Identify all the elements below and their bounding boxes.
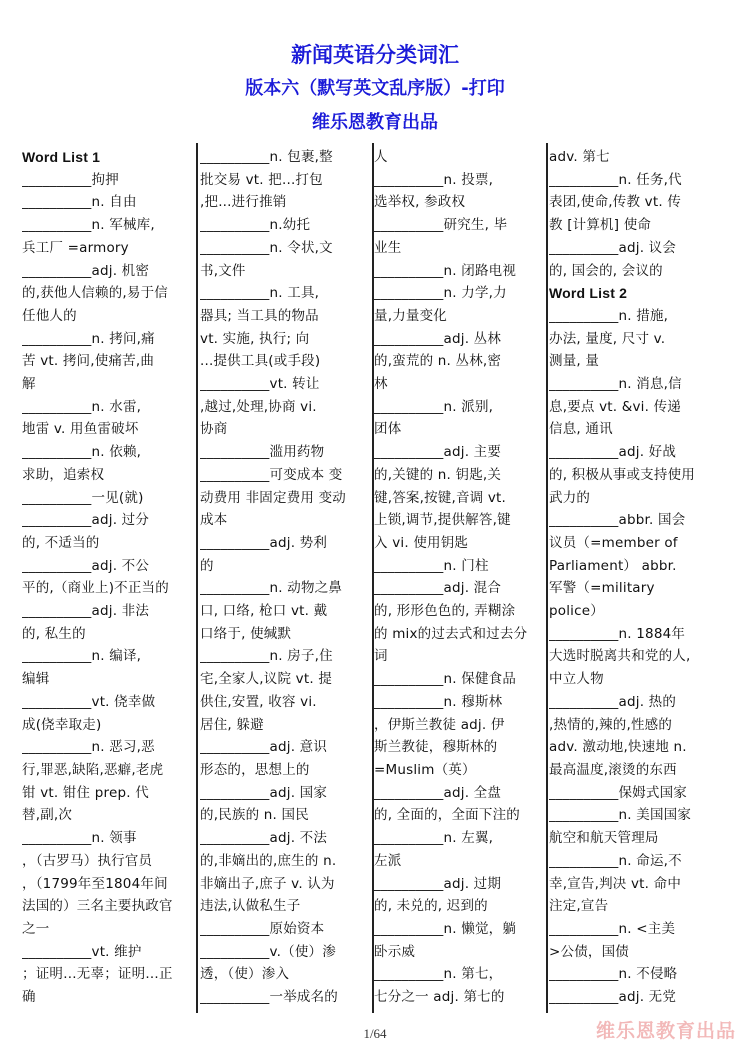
vocab-line: __________adj. 势利 [200,534,328,551]
vocab-line: 兵工厂 =armory [22,239,129,256]
vocab-line: 中立人物 [549,671,604,688]
word-list-heading: Word List 2 [549,285,628,302]
vocab-line: 办法, 量度, 尺寸 v. [549,330,666,347]
vocab-line: 键,答案,按键,音调 vt. [374,489,507,506]
vocab-line: 人 [374,149,388,165]
vocab-line: 求助，追索权 [22,466,105,483]
vocab-line: 入 vi. 使用钥匙 [374,534,469,551]
vocab-line: ；证明…无辜；证明…正 [22,966,173,983]
vocab-line: __________n. 军械库, [22,217,155,234]
vocab-line: __________adj. 过期 [374,875,502,892]
vocab-line: Parliament） abbr. [549,557,677,574]
vocab-line: __________vt. 转让 [200,376,320,393]
vocab-line: 确 [22,989,36,1006]
vocab-line: 平的,（商业上)不正当的 [22,580,169,597]
vocab-line: __________adj. 议会 [549,239,677,256]
column-divider [546,143,548,1013]
vocab-line: 的, 国会的, 会议的 [549,262,663,279]
vocab-line: __________adj. 机密 [22,262,150,279]
vocab-line: 的,民族的 n. 国民 [200,807,309,824]
vocab-line: 的,获他人信赖的,易于信 [22,285,168,302]
vocab-line: 左派 [374,852,402,869]
vocab-line: __________n.幼托 [200,217,311,234]
vocab-line: __________adj. 好战 [549,444,677,461]
vocab-line: 行,罪恶,缺陷,恶癖,老虎 [22,761,164,778]
vocab-line: 居住, 躲避 [200,716,264,733]
vocab-line: 幸,宣告,判决 vt. 命中 [549,875,682,892]
vocab-line: 信息, 通讯 [549,421,613,438]
vocab-line: ，（古罗马）执行官员 [22,852,153,869]
vocab-line: 协商 [200,421,228,438]
vocab-line: __________一举成名的 [200,989,338,1006]
vocab-line: __________n. 工具, [200,285,320,302]
vocab-line: 的, 积极从事或支持使用 [549,466,695,483]
vocab-line: __________可变成本 变 [200,466,343,483]
vocab-line: 成本 [200,512,228,529]
document-header [0,40,750,138]
vocab-line: __________n. 门柱 [374,557,489,574]
vocab-line: __________n. 不侵略 [549,966,678,983]
vocab-line: 的 [200,557,214,574]
document-publisher: 维乐恩教育出品 [312,112,438,133]
vocab-line: __________一见(就) [22,489,144,506]
vocab-line: __________n. 水雷, [22,398,142,415]
vocab-line: __________adj. 热的 [549,693,677,710]
column-2 [200,143,370,1013]
document-subtitle: 版本六（默写英文乱序版）-打印 [245,78,505,99]
vocab-line: 违法,认做私生子 [200,898,301,915]
vocab-line: 的, 形形色色的, 弄糊涂 [374,603,516,620]
vocab-line: __________n. 动物之鼻 [200,580,343,597]
vocab-line: police） [549,603,604,620]
vocab-line: 的, 不适当的 [22,534,100,551]
vocab-line: __________n. 懒觉，躺 [374,920,517,937]
vocab-line: 词 [374,648,388,665]
vocab-line: __________n. 措施, [549,307,669,324]
word-list-columns [22,143,730,1013]
vocab-line: __________adj. 国家 [200,784,328,801]
vocab-line: __________adj. 不公 [22,557,150,574]
vocab-line: __________n. 拷问,痛 [22,330,155,347]
vocab-line: __________adj. 意识 [200,739,328,756]
vocab-line: __________n. 命运,不 [549,852,682,869]
vocab-line: __________n. 左翼, [374,830,494,847]
vocab-line: __________n. 令状,文 [200,239,333,256]
vocab-line: 军警（=military [549,580,655,597]
vocab-line: __________n. 恶习,恶 [22,739,155,756]
vocab-line: 的,蛮荒的 n. 丛林,密 [374,353,502,370]
vocab-line: 的, 未兑的, 迟到的 [374,898,488,915]
vocab-line: __________n. 1884年 [549,625,686,642]
column-3 [374,143,544,1013]
vocab-line: ,热情的,辣的,性感的 [549,716,673,733]
vocab-line: ，（1799年至1804年间 [22,875,168,892]
vocab-line: 地雷 v. 用鱼雷破坏 [22,421,139,438]
vocab-line: __________n. 力学,力 [374,285,507,302]
column-divider [196,143,198,1013]
vocab-line: __________abbr. 国会 [549,512,686,529]
vocab-line: __________adj. 非法 [22,603,150,620]
vocab-line: __________研究生, 毕 [374,217,508,234]
vocab-line: __________adj. 混合 [374,580,502,597]
vocab-line: 的, 私生的 [22,625,86,642]
vocab-line: __________保姆式国家 [549,784,687,801]
vocab-line: 非嫡出子,庶子 v. 认为 [200,875,335,892]
document-title: 新闻英语分类词汇 [291,43,459,67]
vocab-line: __________n. 包裹,整 [200,149,333,165]
vocab-line: 钳 vt. 钳住 prep. 代 [22,784,149,801]
vocab-line: __________n. 第七， [374,966,503,983]
vocab-line: __________n. 消息,信 [549,376,682,393]
vocab-line: 量,力量变化 [374,307,447,324]
vocab-line: 大选时脱离共和党的人, [549,648,691,665]
vocab-line: 斯兰教徒，穆斯林的 [374,739,498,756]
vocab-line: __________adj. 全盘 [374,784,502,801]
vocab-line: __________n. 美国国家 [549,807,692,824]
vocab-line: 书,文件 [200,262,246,279]
vocab-line: 宅,全家人,议院 vt. 提 [200,671,333,688]
page-number: 1/64 [363,1026,387,1041]
vocab-line: __________原始资本 [200,920,325,937]
vocab-line: ,把...进行推销 [200,194,287,211]
column-1 [22,143,194,1013]
vocab-line: 任他人的 [22,307,77,324]
vocab-line: 形态的，思想上的 [200,761,310,778]
vocab-line: __________adj. 无党 [549,989,677,1006]
vocab-line: __________n. 房子,住 [200,648,333,665]
vocab-line: __________n. 编译, [22,648,142,665]
vocab-line: ...提供工具(或手段) [200,353,321,370]
vocab-line: __________n. 穆斯林 [374,693,503,710]
vocab-line: 的,关键的 n. 钥匙,关 [374,466,502,483]
vocab-line: 替,副,次 [22,807,73,824]
vocab-line: 息,要点 vt. &vi. 传递 [549,398,681,415]
vocab-line: __________n. 投票, [374,171,494,188]
column-4 [549,143,730,1013]
vocab-line: __________滥用药物 [200,444,325,461]
vocab-line: 成(侥幸取走) [22,716,102,733]
vocab-line: 口, 口络, 枪口 vt. 戴 [200,603,328,620]
vocab-line: __________n. 任务,代 [549,171,682,188]
vocab-line: __________n. 依赖, [22,444,142,461]
vocab-line: 苦 vt. 拷问,使痛苦,曲 [22,353,155,370]
vocab-line: 选举权, 参政权 [374,194,466,211]
vocab-line: 最高温度,滚烫的东西 [549,761,677,778]
vocab-line: 器具; 当工具的物品 [200,307,319,324]
vocab-line: adv. 第七 [549,149,610,165]
vocab-line: __________vt. 侥幸做 [22,693,156,710]
vocab-line: __________adj. 主要 [374,444,502,461]
vocab-line: 的,非嫡出的,庶生的 n. [200,852,337,869]
vocab-line: __________adj. 不法 [200,830,328,847]
vocab-line: __________n. 派别, [374,398,494,415]
vocab-line: 教 [计算机] 使命 [549,217,652,234]
vocab-line: 法国的）三名主要执政官 [22,898,173,915]
vocab-line: 业生 [374,239,402,256]
vocab-line: adv. 激动地,快速地 n. [549,739,687,756]
vocab-line: 航空和航天管理局 [549,830,659,847]
column-divider [372,143,374,1013]
vocab-line: 卧示威 [374,943,416,960]
vocab-line: ，伊斯兰教徒 adj. 伊 [374,716,505,733]
vocab-line: 的, 全面的，全面下注的 [374,807,520,824]
vocab-line: 七分之一 adj. 第七的 [374,989,505,1006]
vocab-line: 口络于, 使缄默 [200,625,292,642]
vocab-line: 的 mix的过去式和过去分 [374,625,528,642]
vocab-line: __________n. 保健食品 [374,671,517,688]
vocab-line: __________n. <主美 [549,920,676,937]
vocab-line: >公债，国债 [549,943,630,960]
vocab-line: ,越过,处理,协商 vi. [200,398,317,415]
vocab-line: __________v.（使）渗 [200,943,336,960]
vocab-line: 透，（使）渗入 [200,966,290,983]
watermark-logo: 维乐恩教育出品 [595,1020,736,1042]
vocab-line: 注定,宣告 [549,898,609,915]
vocab-line: 上锁,调节,提供解答,键 [374,512,511,529]
vocab-line: 表团,使命,传教 vt. 传 [549,194,682,211]
vocab-line: 林 [374,376,388,393]
vocab-line: __________n. 领事 [22,830,137,847]
vocab-line: 团体 [374,421,402,438]
vocab-line: __________拘押 [22,171,119,188]
word-list-heading: Word List 1 [22,149,101,165]
vocab-line: 供住,安置, 收容 vi. [200,693,317,710]
vocab-line: vt. 实施, 执行; 向 [200,330,310,347]
vocab-line: 议员（=member of [549,534,678,551]
vocab-line: 批交易 vt. 把...打包 [200,171,323,188]
vocab-line: __________vt. 维护 [22,943,142,960]
vocab-line: 之一 [22,920,50,937]
vocab-line: =Muslim（英） [374,761,476,778]
vocab-line: __________n. 闭路电视 [374,262,517,279]
vocab-line: __________n. 自由 [22,194,137,211]
vocab-line: 解 [22,376,36,393]
vocab-line: __________adj. 过分 [22,512,150,529]
vocab-line: 编辑 [22,671,50,688]
vocab-line: __________adj. 丛林 [374,330,502,347]
vocab-line: 动费用 非固定费用 变动 [200,489,346,506]
vocab-line: 武力的 [549,489,591,506]
vocab-line: 测量, 量 [549,353,600,370]
